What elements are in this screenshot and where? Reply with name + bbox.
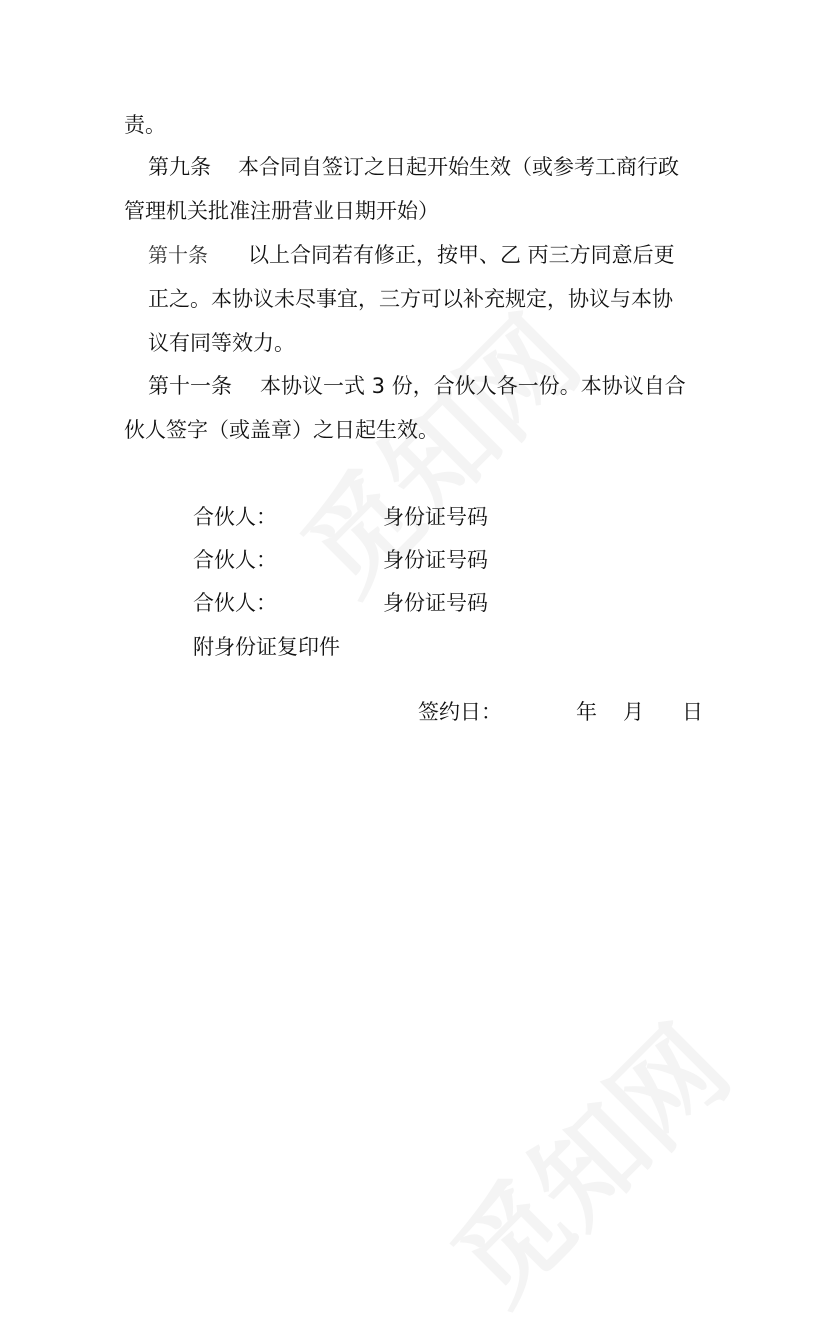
article-11-text: 本协议一式 3 份，合伙人各一份。本协议自合 — [260, 374, 686, 398]
date-day: 日 — [682, 700, 703, 724]
article-11-label: 第十一条 — [148, 374, 232, 398]
article-10-text: 以上合同若有修正，按甲、乙 丙三方同意后更 — [248, 243, 675, 267]
id-number-label: 身份证号码 — [383, 548, 488, 572]
sign-date-label: 签约日： — [418, 700, 502, 724]
article-10-text-cont2: 议有同等效力。 — [148, 331, 295, 355]
date-month: 月 — [623, 700, 644, 724]
article-11-text-cont: 伙人签字（或盖章）之日起生效。 — [124, 418, 439, 442]
attachment-note: 附身份证复印件 — [193, 635, 340, 659]
article-9-text-cont: 管理机关批准注册营业日期开始） — [124, 199, 439, 223]
article-9-text: 本合同自签订之日起开始生效（或参考工商行政 — [238, 155, 679, 179]
watermark-bottom — [412, 986, 757, 1331]
partner-label: 合伙人： — [193, 505, 277, 529]
id-number-label: 身份证号码 — [383, 505, 488, 529]
article-9-label: 第九条 — [148, 155, 211, 179]
partner-label: 合伙人： — [193, 548, 277, 572]
id-number-label: 身份证号码 — [383, 591, 488, 615]
date-year: 年 — [576, 700, 597, 724]
text-line: 责。 — [124, 113, 166, 137]
article-10-label: 第十条 — [148, 243, 208, 267]
partner-label: 合伙人： — [193, 591, 277, 615]
article-10-text-cont: 正之。本协议未尽事宜，三方可以补充规定，协议与本协 — [148, 287, 673, 311]
